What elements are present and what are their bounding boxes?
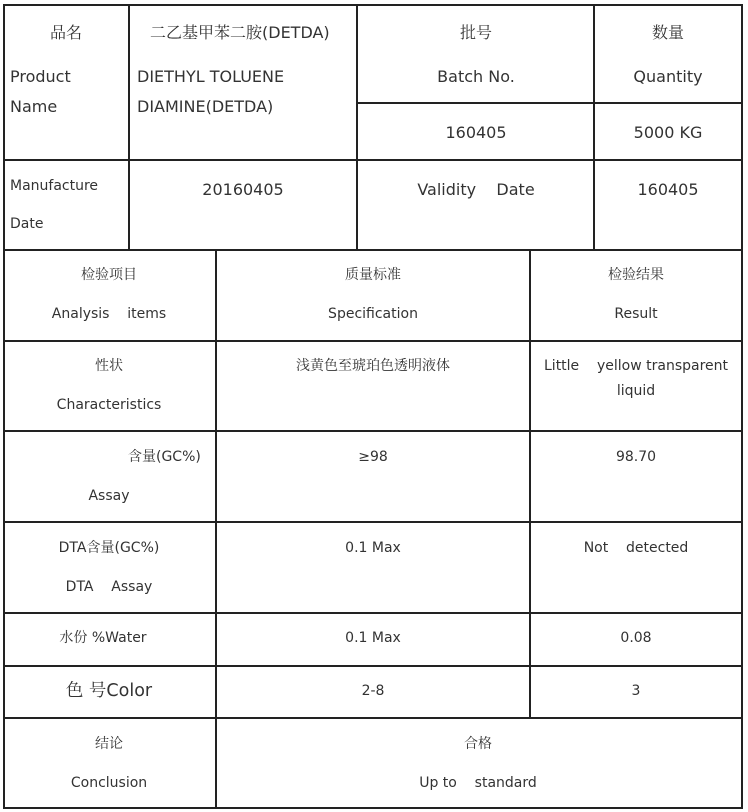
result-heading-cn: 检验结果: [608, 267, 664, 283]
verdict-en: Up to standard: [419, 775, 537, 791]
characteristics-result-1: Little yellow transparent: [544, 358, 728, 374]
quantity-label-cn: 数量: [651, 23, 685, 42]
water-spec: 0.1 Max: [345, 630, 401, 646]
divider-row-1: [3, 340, 743, 342]
quantity-value: 5000 KG: [633, 123, 703, 142]
batch-value: 160405: [445, 123, 507, 142]
border-left: [3, 4, 5, 809]
water-label: 水份 %Water: [59, 630, 147, 646]
divider-row-4: [3, 612, 743, 614]
quantity-label-en: Quantity: [633, 67, 703, 86]
batch-label-en: Batch No.: [437, 67, 515, 86]
conclusion-label-cn: 结论: [95, 736, 123, 752]
verdict-cn: 合格: [464, 736, 492, 752]
items-heading-cn: 检验项目: [81, 267, 137, 283]
col-divider-header-2: [356, 4, 358, 251]
color-spec: 2-8: [361, 683, 385, 699]
validity-date-label: Validity Date: [417, 180, 535, 199]
dta-assay-label-en: DTA Assay: [65, 579, 153, 595]
conclusion-label-en: Conclusion: [70, 775, 148, 791]
border-top: [3, 4, 743, 6]
manufacture-date-label-2: Date: [10, 216, 44, 232]
dta-assay-result: Not detected: [583, 540, 689, 556]
divider-row-3: [3, 521, 743, 523]
product-name-label-en-2: Name: [10, 97, 58, 116]
spec-heading-en: Specification: [328, 306, 418, 322]
result-heading-en: Result: [614, 306, 658, 322]
divider-header: [3, 159, 743, 161]
batch-label-cn: 批号: [459, 23, 493, 42]
col-divider-header-1: [128, 4, 130, 251]
spec-heading-cn: 质量标准: [345, 267, 401, 283]
dta-assay-spec: 0.1 Max: [345, 540, 401, 556]
product-name-en-1: DIETHYL TOLUENE: [137, 67, 285, 86]
assay-result: 98.70: [615, 449, 657, 465]
color-label: 色 号Color: [65, 681, 153, 701]
characteristics-result-2: liquid: [616, 383, 656, 399]
col-divider-body-2: [529, 249, 531, 719]
dta-assay-label-cn: DTA含量(GC%): [58, 540, 160, 556]
divider-batch: [357, 102, 743, 104]
product-name-label-cn: 品名: [49, 23, 83, 42]
items-heading-en: Analysis items: [51, 306, 167, 322]
col-divider-body-1: [215, 249, 217, 809]
divider-row-6: [3, 717, 743, 719]
assay-label-cn: 含量(GC%): [128, 449, 201, 465]
divider-header-bottom: [3, 249, 743, 251]
product-name-cn: 二乙基甲苯二胺(DETDA): [150, 23, 330, 42]
manufacture-date-value: 20160405: [202, 180, 284, 199]
certificate-table: [3, 4, 743, 809]
manufacture-date-label-1: Manufacture: [10, 178, 99, 194]
water-result: 0.08: [620, 630, 652, 646]
border-right: [741, 4, 743, 809]
col-divider-header-3: [593, 4, 595, 251]
characteristics-label-en: Characteristics: [56, 397, 162, 413]
divider-row-5: [3, 665, 743, 667]
color-result: 3: [631, 683, 641, 699]
divider-row-2: [3, 430, 743, 432]
characteristics-spec: 浅黄色至琥珀色透明液体: [296, 358, 450, 374]
assay-label-en: Assay: [88, 488, 130, 504]
validity-date-value: 160405: [637, 180, 699, 199]
characteristics-label-cn: 性状: [95, 358, 123, 374]
assay-spec: ≥98: [358, 449, 388, 465]
product-name-en-2: DIAMINE(DETDA): [137, 97, 274, 116]
product-name-label-en-1: Product: [10, 67, 71, 86]
border-bottom: [3, 807, 743, 809]
